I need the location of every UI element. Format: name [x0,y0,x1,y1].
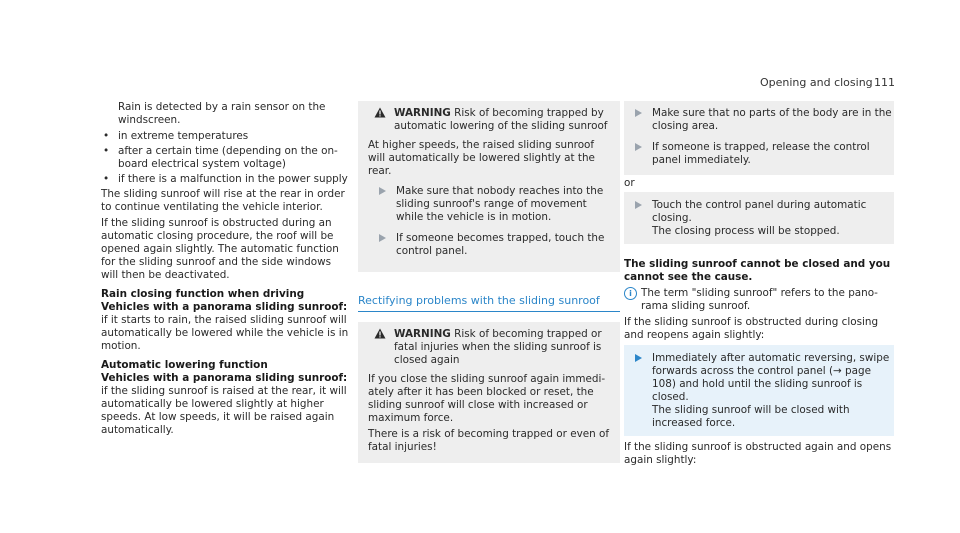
paragraph: If the sliding sunroof is obstructed during an automatic closing procedure, the roof will be opened again slightly. The automatic function for the sliding sunroof and the side windows will then be deactivated. [101,217,339,281]
paragraph-panorama-lowering [101,372,349,437]
column-3 [624,101,894,470]
page-header [760,76,895,89]
step-arrow-icon [635,143,642,151]
note-text: The term "sliding sunroof" refers to the panorama sliding sunroof. [641,287,878,312]
step-arrow-icon [379,234,386,242]
action-step [624,352,894,430]
step-text: If someone becomes trapped, touch the control panel. [396,232,605,257]
bold-lead: Vehicles with a panorama sliding sunroof: [101,301,348,313]
paragraph: If the sliding sunroof is obstructed again and opens again slightly: [624,441,892,466]
column-2 [358,101,620,463]
heading-rain-closing: Rain closing function when driving [101,288,305,300]
step-text: If someone is trapped, release the control panel immediately. [652,141,870,166]
page-number: 111 [874,76,895,89]
step-result: The sliding sunroof will be closed with increased force. [652,404,850,429]
paragraph: If the sliding sunroof is obstructed during closing and reopens again slightly: [624,316,879,341]
header-title: Opening and closing [760,76,873,89]
bullet-item: • if there is a malfunction in the power supply [101,173,349,186]
warning-body: There is a risk of becoming trapped or even of fatal injuries! [368,428,610,453]
step-text: Make sure that no parts of the body are in the closing area. [652,107,892,132]
step-arrow-icon [635,354,642,362]
bold-lead: Vehicles with a panorama sliding sunroof: [101,372,348,384]
heading-automatic-lowering: Automatic lowering function [101,359,268,371]
action-step [624,199,894,238]
bullet-item: • after a certain time (depending on the on-board electrical system voltage) [101,145,349,171]
paragraph: The sliding sunroof will rise at the rear in order to continue ventilating the vehicle interior. [101,188,345,213]
warning-text: Risk of becoming trapped by automatic lowering of the sliding sunroof [394,107,608,132]
action-step [624,107,894,133]
heading-cannot-close: The sliding sunroof cannot be closed and you cannot see the cause. [624,258,891,283]
paragraph-text: if the sliding sunroof is raised at the rear, it will automatically be lowered slightly at higher speeds. At low speeds, it will be raised again automatically. [101,385,347,436]
warning-triangle-icon [374,107,386,118]
warning-title-row [368,107,614,133]
step-arrow-icon [635,201,642,209]
warning-text: Risk of becoming trapped or fatal injuries when the sliding sunroof is closed again [394,328,602,366]
warning-box-lowering [358,101,620,272]
section-heading: Rectifying problems with the sliding sunroof [358,294,620,312]
or-text: or [624,175,894,192]
step-text: Touch the control panel during automatic closing. [652,199,867,224]
action-step [368,185,614,224]
info-icon: i [624,287,637,300]
warning-title-row [368,328,614,367]
warning-box-trapped [358,322,620,463]
paragraph-panorama-rain [101,301,349,353]
bullet-item: • in extreme temperatures [101,130,349,143]
note [624,287,894,313]
step-text: Immediately after automatic reversing, swipe forwards across the control panel (→ page 108) and hold until the sliding sunroof is closed. [652,352,890,403]
step-arrow-icon [635,109,642,117]
action-step [624,141,894,167]
step-result: The closing process will be stopped. [652,225,840,237]
action-box [624,345,894,436]
action-step [368,232,614,258]
step-arrow-icon [379,187,386,195]
warning-label: WARNING [394,107,451,119]
warning-triangle-icon [374,328,386,339]
warning-body: At higher speeds, the raised sliding sunroof will automatically be lowered slightly at the rear. [368,139,595,177]
warning-body: If you close the sliding sunroof again immediately after it has been blocked or reset, the sliding sunroof will close with increased or maximum force. [368,373,606,424]
column-1 [101,101,349,440]
warning-steps-continued [624,101,894,244]
step-text: Make sure that nobody reaches into the sliding sunroof's range of movement while the vehicle is in motion. [396,185,604,223]
rain-sensor-text: Rain is detected by a rain sensor on the windscreen. [118,101,326,126]
warning-label: WARNING [394,328,451,340]
paragraph-text: if it starts to rain, the raised sliding sunroof will automatically be lowered while the vehicle is in motion. [101,314,349,352]
